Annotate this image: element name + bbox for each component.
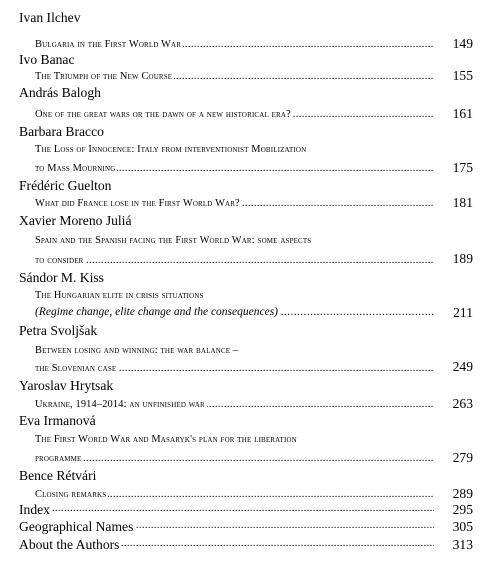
toc-author: Xavier Moreno Juliá [19,213,132,228]
toc-page-number[interactable]: 175 [452,160,473,175]
toc-chapter-title[interactable]: One of the great wars or the dawn of a new historical era? ..... [35,108,434,121]
toc-page-number[interactable]: 263 [452,396,473,411]
toc-chapter-title[interactable]: Bulgaria in the First World War ..... [35,38,434,51]
toc-chapter-title-continued[interactable]: programme ..... [35,452,434,465]
toc-chapter-title[interactable]: Spain and the Spanish facing the First World War: some aspects [35,235,312,246]
toc-page-number[interactable]: 189 [452,251,473,266]
toc-geographical-names-entry[interactable]: Geographical Names ..... [19,519,434,535]
toc-author: András Balogh [19,85,101,100]
toc-chapter-title[interactable]: Between losing and winning: the war balance – [35,345,239,356]
toc-author: Petra Svoljšak [19,323,98,338]
toc-page-number[interactable]: 181 [452,195,473,210]
toc-chapter-title[interactable]: Ukraine, 1914–2014: an unfinished war ..... [35,398,434,411]
toc-chapter-title[interactable]: What did France lose in the First World War? ..... [35,197,434,210]
toc-author: Bence Rétvári [19,468,97,483]
toc-author: Sándor M. Kiss [19,270,104,285]
toc-chapter-title-continued[interactable]: to Mass Mourning ..... [35,162,434,175]
toc-author: Yaroslav Hrytsak [19,378,114,393]
toc-author: Ivo Banac [19,52,75,67]
toc-page-number[interactable]: 295 [452,502,473,517]
toc-page-number[interactable]: 305 [452,519,473,534]
toc-chapter-title[interactable]: The Loss of Innocence: Italy from interventionist Mobilization [35,144,307,155]
toc-author: Eva Irmanová [19,413,96,428]
toc-page-number[interactable]: 211 [453,305,473,320]
toc-page-number[interactable]: 249 [452,359,473,374]
toc-page-number[interactable]: 149 [452,36,473,51]
toc-author: Frédéric Guelton [19,178,112,193]
toc-about-authors-entry[interactable]: About the Authors ..... [19,537,434,553]
toc-page-number[interactable]: 279 [452,450,473,465]
toc-author: Barbara Bracco [19,124,104,139]
toc-chapter-title[interactable]: The Triumph of the New Course ..... [35,70,434,83]
toc-chapter-title[interactable]: The First World War and Masaryk's plan for the liberation [35,434,297,445]
toc-author: Ivan Ilchev [19,10,81,25]
toc-page-number[interactable]: 313 [452,537,473,552]
toc-chapter-title-continued[interactable]: the Slovenian case ..... [35,362,434,375]
toc-page-number[interactable]: 155 [452,68,473,83]
toc-index-entry[interactable]: Index ..... [19,502,434,518]
toc-chapter-subtitle[interactable]: (Regime change, elite change and the consequences) ..... [35,306,434,319]
toc-page-number[interactable]: 161 [452,106,473,121]
toc-chapter-title[interactable]: Closing remarks ..... [35,488,434,501]
toc-page-number[interactable]: 289 [452,486,473,501]
toc-chapter-title-continued[interactable]: to consider ..... [35,254,434,267]
toc-chapter-title[interactable]: The Hungarian elite in crisis situations [35,290,204,301]
